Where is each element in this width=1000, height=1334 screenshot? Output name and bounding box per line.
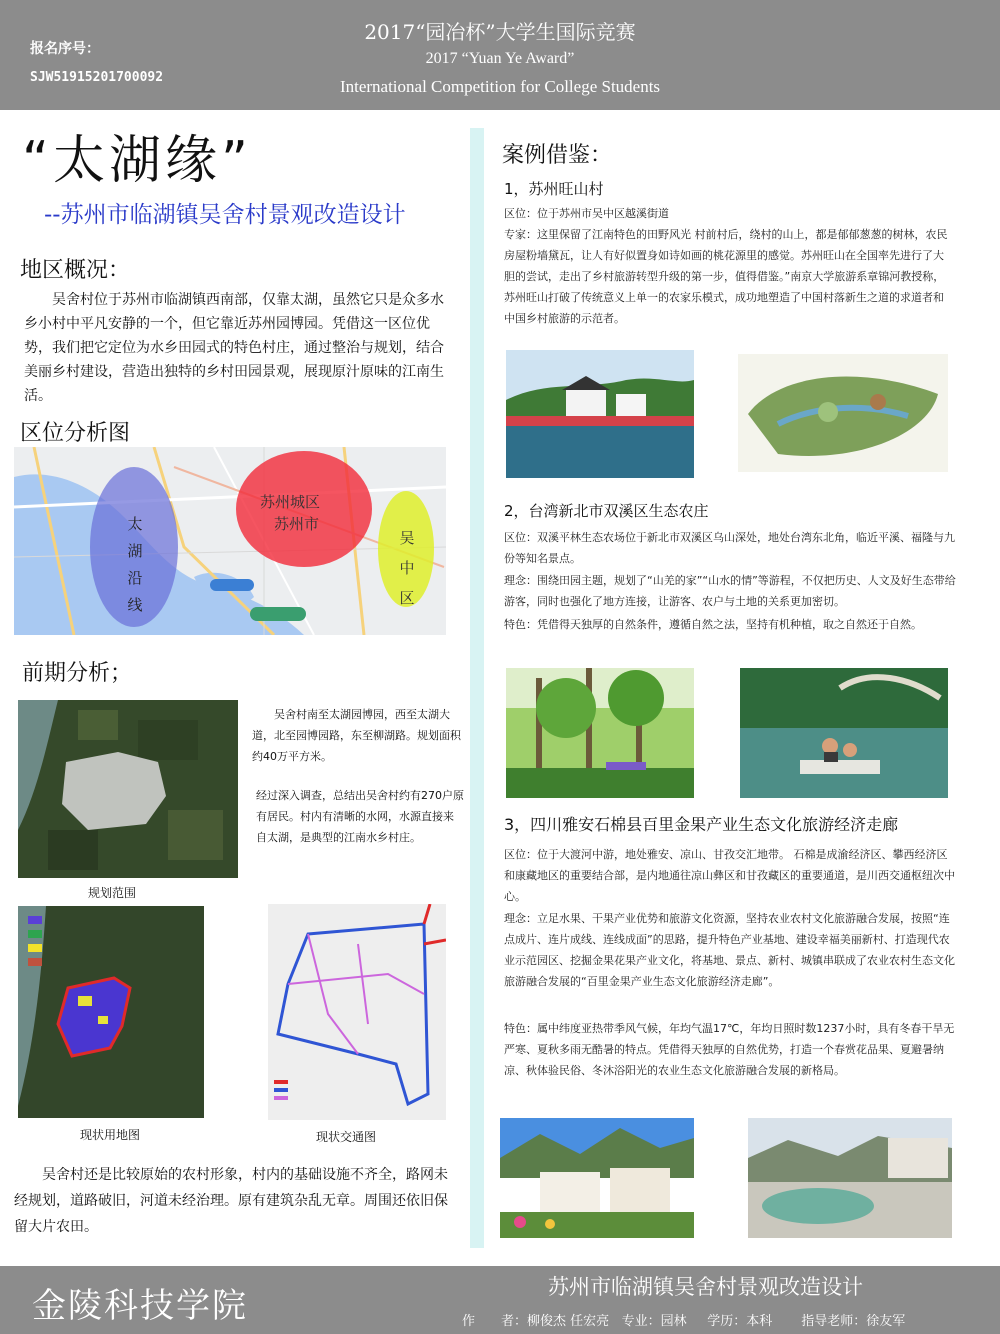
summary-text: 吴舍村还是比较原始的农村形象，村内的基础设施不齐全，路网未经规划，道路破旧，河道未经治理。原有建筑杂乱无章。周围还依旧保留大片农田。 — [14, 1167, 448, 1235]
traffic-graphic — [268, 904, 446, 1120]
case1-title: 1，苏州旺山村 — [504, 180, 604, 198]
location-map-graphic — [14, 447, 446, 635]
footer-project-title: 苏州市临湖镇吴舍村景观改造设计 — [548, 1275, 863, 1299]
land-use-graphic — [18, 906, 204, 1118]
case1-photo-village-graphic — [506, 350, 694, 478]
map-label-taihu — [120, 511, 150, 619]
overview-heading: 地区概况： — [20, 258, 131, 283]
map-label-city: 苏州市 — [274, 515, 320, 533]
column-divider — [470, 128, 484, 1248]
case2-photo-raft — [740, 668, 948, 798]
traffic-image — [268, 904, 446, 1120]
case1-photo-village — [506, 350, 694, 478]
major-label: 专业： — [621, 1314, 661, 1329]
case2-concept: 理念：围绕田园主题，规划了“山羌的家”“山水的情”等游程，不仅把历史、人文及好生态带给游客，同时也强化了地方连接，让游客、农户与土地的关系更加密切。 — [504, 574, 956, 608]
map-label-taihu-1: 太 — [127, 515, 143, 533]
case1-photo-plan-graphic — [738, 354, 948, 472]
authors: 柳俊杰 任宏亮 — [527, 1314, 610, 1329]
map-label-wuzhong-3: 区 — [399, 589, 415, 607]
footer-credits — [462, 1310, 905, 1329]
degree-label: 学历： — [707, 1314, 747, 1329]
case3-photo-town — [500, 1118, 694, 1238]
case3-photo-lake-graphic — [748, 1118, 952, 1238]
case2-photo-forest — [506, 668, 694, 798]
case3-concept: 理念：立足水果、干果产业优势和旅游文化资源，坚持农业农村文化旅游融合发展，按照“连点成片、连片成线、连线成面”的思路，提升特色产业基地、建设幸福美丽新村、打造现代农业示范园区、挖掘金果花果产业文化，将基地、景点、新村、城镇串联成了农业农村生态文化旅游融合发展的“百里金果产业生态文化旅游经济走廊”。 — [504, 912, 955, 988]
prelim-text-boundaries: 吴舍村南至太湖园博园，西至太湖大道，北至园博园路，东至柳湖路。规划面积约40万平方米。 — [252, 708, 461, 763]
map-label-taihu-2: 湖 — [127, 542, 143, 560]
case3-feature: 特色：属中纬度亚热带季风气候，年均气温17℃，年均日照时数1237小时，具有冬春干旱无严寒、夏秋多雨无酷暑的特点。凭借得天独厚的自然优势，打造一个春赏花品果、夏避暑纳凉、秋体验民俗、冬沐浴阳光的农业生态文化旅游融合发展的新格局。 — [504, 1022, 955, 1077]
planning-scope-graphic — [18, 700, 238, 878]
case3-photo-lake — [748, 1118, 952, 1238]
case3-photo-town-graphic — [500, 1118, 694, 1238]
authors-label: 作 者： — [462, 1314, 528, 1329]
school-name: 金陵科技学院 — [32, 1286, 248, 1326]
location-heading: 区位分析图 — [20, 421, 131, 446]
poster-title: “太湖缘” — [22, 131, 252, 191]
poster-subtitle: --苏州市临湖镇吴舍村景观改造设计 — [44, 202, 406, 228]
advisor: 徐友军 — [866, 1314, 906, 1329]
registration-number: SJW51915201700092 — [30, 70, 164, 85]
map-label-city-district: 苏州城区 — [260, 493, 321, 511]
advisor-label: 指导老师： — [801, 1314, 867, 1329]
map-label-wuzhong-2: 中 — [399, 559, 415, 577]
case3-title: 3，四川雅安石棉县百里金果产业生态文化旅游经济走廊 — [504, 815, 899, 834]
location-map — [14, 447, 446, 635]
case2-photo-forest-graphic — [506, 668, 694, 798]
map-label-taihu-3: 沿 — [127, 569, 143, 587]
land-use-image — [18, 906, 204, 1118]
planning-scope-image — [18, 700, 238, 878]
case2-location: 区位：双溪平林生态农场位于新北市双溪区乌山深处，地处台湾东北角，临近平溪、福隆与九份等知名景点。 — [504, 531, 955, 565]
overview-text: 吴舍村位于苏州市临湖镇西南部，仅靠太湖，虽然它只是众多水乡小村中平凡安静的一个，但它靠近苏州园博园。凭借这一区位优势，我们把它定位为水乡田园式的特色村庄，通过整治与规划，结合美丽乡村建设，营造出独特的乡村田园景观，展现原汁原味的江南生活。 — [24, 292, 444, 404]
prelim-heading: 前期分析； — [22, 661, 133, 686]
competition-title-en-1: 2017 “Yuan Ye Award” — [425, 50, 575, 67]
major: 园林 — [660, 1314, 687, 1329]
caption-traffic: 现状交通图 — [316, 1130, 377, 1144]
degree: 本科 — [746, 1314, 773, 1329]
case1-photo-plan — [738, 354, 948, 472]
registration-label: 报名序号： — [30, 41, 100, 57]
case2-photo-raft-graphic — [740, 668, 948, 798]
case1-location: 区位：位于苏州市吴中区越溪街道 — [504, 207, 669, 220]
competition-title-cn: 2017“园冶杯”大学生国际竞赛 — [364, 20, 636, 44]
case1-expert: 专家：这里保留了江南特色的田野风光 村前村后，绕村的山上，都是郁郁葱葱的树林，农民房屋粉墙黛瓦，让人有好似置身如诗如画的桃花源里的感觉。苏州旺山在全国率先进行了大胆的尝试，走出了乡村旅游转型升级的第一步，值得借鉴。”南京大学旅游系章锦河教授称，苏州旺山打破了传统意义上单一的农家乐模式，成功地塑造了中国村落新生之道的求道者和中国乡村旅游的示范者。 — [504, 228, 948, 325]
map-label-wuzhong-1: 吴 — [399, 529, 415, 547]
footer — [0, 1266, 1000, 1334]
map-label-wuzhong — [396, 523, 418, 613]
case3-location: 区位：位于大渡河中游，地处雅安、凉山、甘孜交汇地带。 石棉是成渝经济区、攀西经济区和康藏地区的重要结合部，是内地通往凉山彝区和甘孜藏区的重要通道，是川西交通枢纽次中心。 — [504, 848, 955, 903]
case2-feature: 特色：凭借得天独厚的自然条件，遵循自然之法，坚持有机种植，取之自然还于自然。 — [504, 618, 922, 631]
case-heading: 案例借鉴： — [502, 143, 613, 168]
map-label-taihu-4: 线 — [127, 596, 143, 614]
header — [0, 0, 1000, 110]
prelim-text-residents: 经过深入调查，总结出吴舍村约有270户原有居民。村内有清晰的水网，水源直接来自太湖，是典型的江南水乡村庄。 — [256, 789, 464, 844]
competition-title-en-2: International Competition for College Students — [339, 77, 661, 96]
caption-land-use: 现状用地图 — [80, 1128, 141, 1142]
caption-planning-scope: 规划范围 — [88, 886, 137, 900]
case2-title: 2，台湾新北市双溪区生态农庄 — [504, 502, 709, 520]
